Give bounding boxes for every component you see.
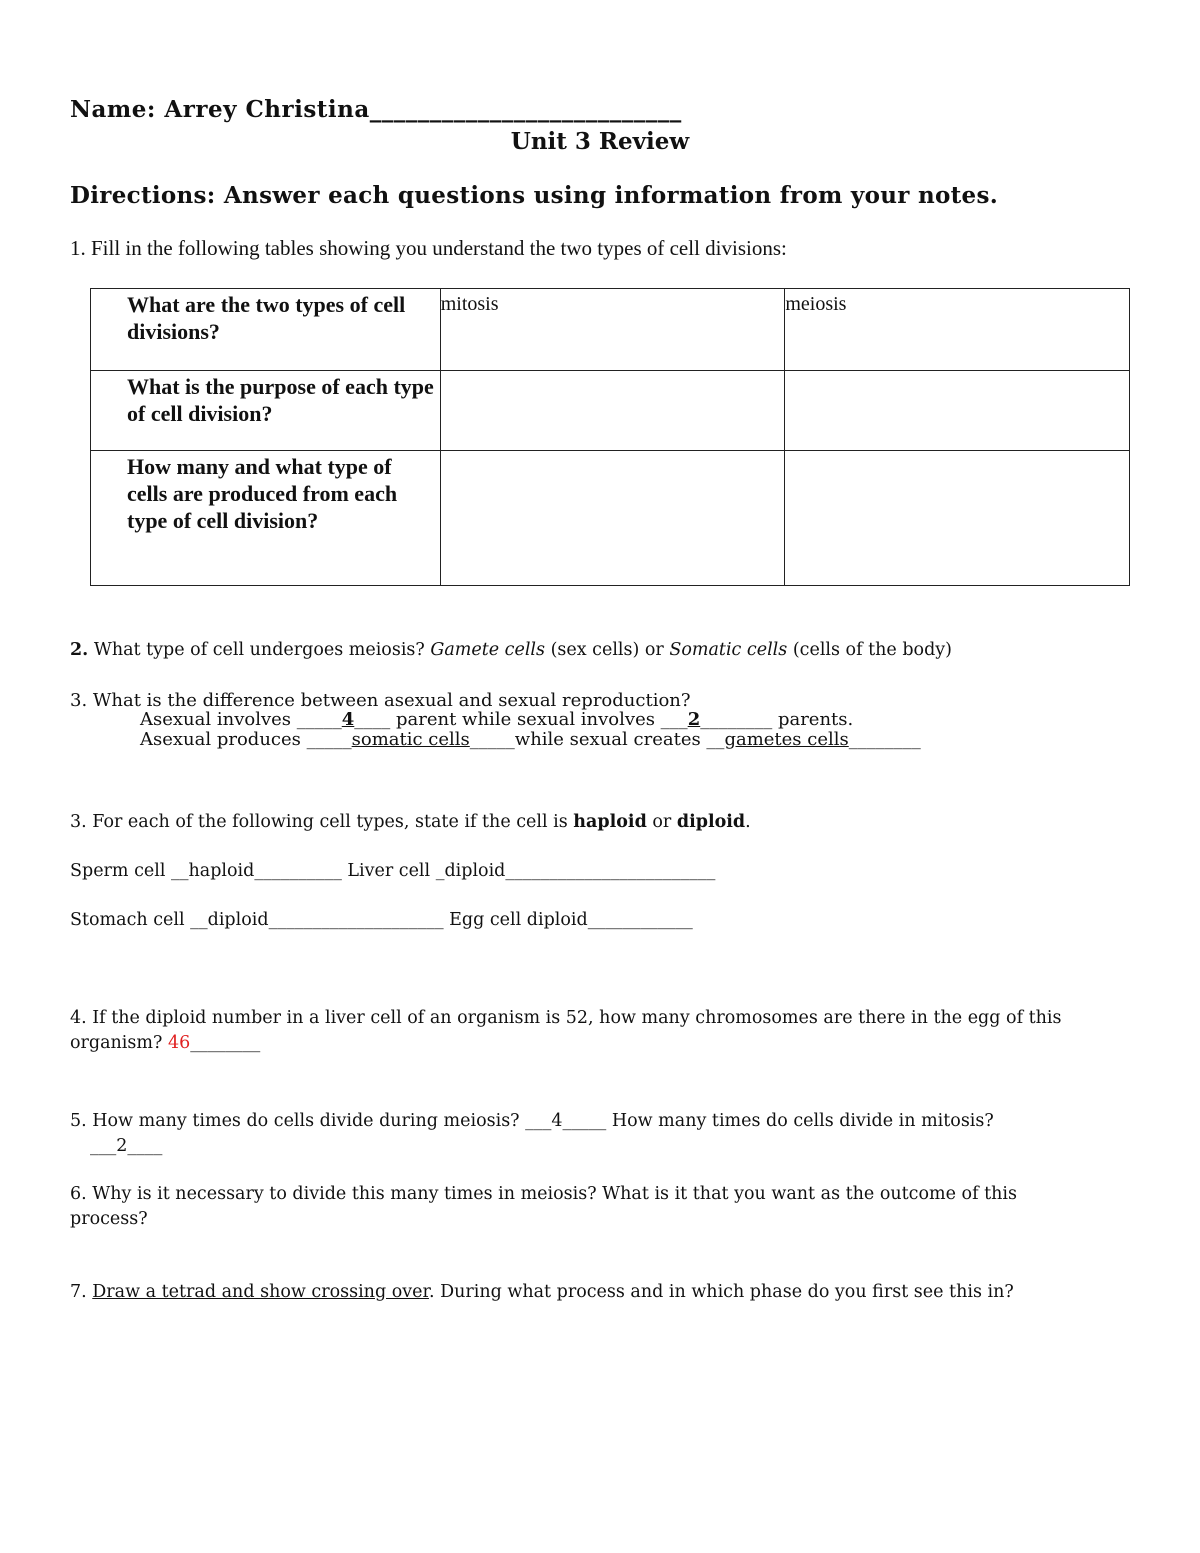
meiosis-answer-cell[interactable]: [785, 371, 1130, 451]
line-text: or: [646, 812, 677, 832]
line-text: ________: [848, 729, 921, 750]
line-text: _____while sexual creates __: [469, 729, 725, 750]
question-6-line1: 6. Why is it necessary to divide this many times in meiosis? What is it that you want as the outcome of this: [70, 1184, 1017, 1204]
row-question: How many and what type of cells are produced from each type of cell division?: [91, 451, 441, 586]
line-text: ____ parent while sexual involves ___: [354, 709, 688, 730]
meiosis-answer-cell[interactable]: meiosis: [785, 289, 1130, 371]
question-5-line2: ___2____: [90, 1136, 163, 1156]
line-text: ________: [190, 1033, 261, 1053]
sexual-parent-answer: 2: [687, 709, 701, 730]
question-4-line1: 4. If the diploid number in a liver cell of an organism is 52, how many chromosomes are there in the egg of this: [70, 1008, 1062, 1028]
gamete-cells-term: Gamete cells: [430, 640, 546, 660]
asexual-produces-answer: somatic cells: [351, 729, 470, 750]
question-4-line2: [70, 1033, 260, 1053]
line-text: organism?: [70, 1033, 168, 1053]
name-line: Name: Arrey Christina__________________________: [70, 96, 682, 123]
line-text: Asexual produces _____: [140, 729, 352, 750]
mitosis-answer-cell[interactable]: [440, 451, 785, 586]
asexual-produces-line: [140, 730, 921, 750]
asexual-involves-line: [140, 710, 853, 730]
question-2-text: (cells of the body): [787, 640, 953, 660]
question-2-number: 2.: [70, 640, 89, 660]
mitosis-answer-cell[interactable]: [440, 371, 785, 451]
line-text: 3. For each of the following cell types, state if the cell is: [70, 812, 574, 832]
question-2-text: What type of cell undergoes meiosis?: [88, 640, 431, 660]
directions: Directions: Answer each questions using information from your notes.: [70, 182, 999, 209]
stomach-egg-line: Stomach cell __diploid____________________ Egg cell diploid____________: [70, 910, 693, 930]
page-title: Unit 3 Review: [510, 128, 690, 155]
question-5-line1: 5. How many times do cells divide during meiosis? ___4_____ How many times do cells divide in mitosis?: [70, 1111, 994, 1131]
question-7-instruction: Draw a tetrad and show crossing over: [92, 1282, 429, 1302]
mitosis-answer-cell[interactable]: mitosis: [440, 289, 785, 371]
table-row: [91, 451, 1130, 586]
diploid-term: diploid: [676, 812, 746, 832]
table-row: [91, 371, 1130, 451]
meiosis-answer-cell[interactable]: [785, 451, 1130, 586]
line-text: Asexual involves _____: [140, 709, 342, 730]
row-question: What is the purpose of each type of cell division?: [91, 371, 441, 451]
line-text: .: [745, 812, 751, 832]
question-3-reproduction-prompt: 3. What is the difference between asexual and sexual reproduction?: [70, 690, 691, 711]
question-6-line2: process?: [70, 1209, 148, 1229]
somatic-cells-term: Somatic cells: [669, 640, 788, 660]
line-text: 7.: [70, 1282, 93, 1302]
question-2: [70, 640, 952, 660]
asexual-parent-answer: 4: [341, 709, 355, 730]
sperm-liver-line: Sperm cell __haploid__________ Liver cell _diploid________________________: [70, 861, 716, 881]
question-3-ploidy-prompt: [70, 812, 751, 832]
row-question: What are the two types of cell divisions?: [91, 289, 441, 371]
line-text: ________ parents.: [700, 709, 854, 730]
question-4-answer: 46: [167, 1033, 191, 1053]
table-row: [91, 289, 1130, 371]
question-7: [70, 1282, 1014, 1302]
haploid-term: haploid: [573, 812, 647, 832]
line-text: . During what process and in which phase do you first see this in?: [428, 1282, 1014, 1302]
question-1-prompt: 1. Fill in the following tables showing you understand the two types of cell divisions:: [70, 236, 787, 260]
cell-division-table: [90, 288, 1130, 586]
sexual-creates-answer: gametes cells: [724, 729, 849, 750]
question-2-text: (sex cells) or: [545, 640, 670, 660]
